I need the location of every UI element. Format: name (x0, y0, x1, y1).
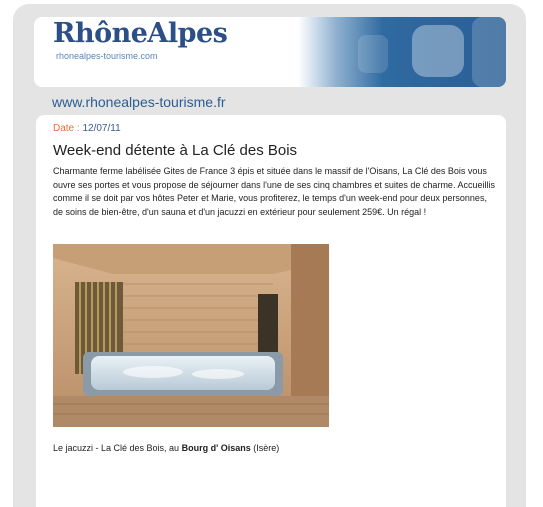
caption-region: (Isère) (253, 443, 280, 453)
date-label: Date : (53, 123, 80, 134)
site-link[interactable]: www.rhonealpes-tourisme.fr (52, 94, 226, 110)
brand-logo[interactable]: RhôneAlpes (53, 18, 228, 49)
photo-caption (53, 443, 279, 453)
banner-decoration (358, 35, 388, 73)
jacuzzi-photo (53, 244, 329, 427)
banner-decoration (412, 25, 464, 77)
article-title: Week-end détente à La Clé des Bois (53, 142, 298, 159)
brand-logo-url: rhonealpes-tourisme.com (56, 51, 158, 61)
date-value: 12/07/11 (82, 123, 121, 134)
caption-location: Bourg d' Oisans (181, 443, 251, 453)
article-body: Charmante ferme labélisée Gites de France 3 épis et située dans le massif de l'Oisans, La Clé des Bois vous ouvre ses portes et vous propose de séjourner dans l'une de ses cinq chambres et suites de charme. Accueillis comme il se doit par vos hôtes Peter et Marie, vous profiterez, le temps d'un week-end pour deux personnes, de soins de bien-être, d'un sauna et d'un jacuzzi en extérieur pour seulement 259€. Un régal ! (53, 166, 495, 217)
caption-text: Le jacuzzi - La Clé des Bois, au (53, 443, 180, 453)
article-date (53, 123, 121, 134)
jacuzzi-photo-illustration (53, 244, 329, 427)
banner-decoration (472, 17, 506, 87)
